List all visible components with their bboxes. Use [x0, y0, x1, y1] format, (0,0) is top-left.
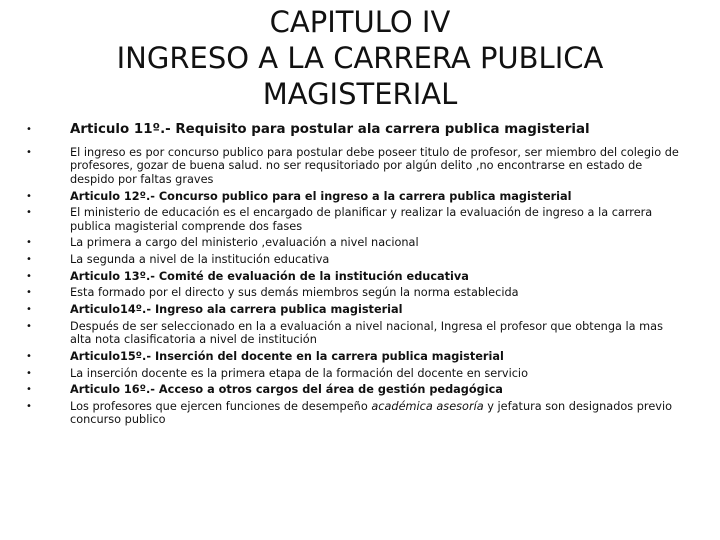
list-item [26, 286, 686, 299]
list-item-text: Articulo 16º.- Acceso a otros cargos del área de gestión pedagógica [70, 383, 503, 397]
list-item-text: La segunda a nivel de la institución educativa [70, 253, 330, 267]
bullet-icon: • [26, 237, 32, 249]
list-item-article-12 [26, 190, 686, 203]
bullet-icon: • [26, 304, 32, 316]
list-item-text: Articulo 11º.- Requisito para postular ala carrera publica magisterial [70, 122, 590, 137]
list-item-text: Articulo15º.- Inserción del docente en la carrera publica magisterial [70, 349, 504, 363]
bullet-icon: • [26, 350, 32, 362]
title-line-2: INGRESO A LA CARRERA PUBLICA [116, 41, 604, 75]
bullet-icon: • [26, 320, 32, 332]
list-item [26, 320, 686, 347]
list-item-article-15 [26, 350, 686, 363]
list-item [26, 253, 686, 266]
list-item-text: Articulo 12º.- Concurso publico para el ingreso a la carrera publica magisterial [70, 189, 572, 203]
list-item-article-14 [26, 303, 686, 316]
bullet-icon: • [26, 254, 32, 266]
bullet-icon: • [26, 190, 32, 202]
title-line-3: MAGISTERIAL [262, 77, 458, 111]
title-line-1: CAPITULO IV [269, 5, 451, 39]
content-list [26, 122, 686, 430]
list-item [26, 146, 686, 186]
bullet-icon: • [26, 147, 32, 158]
slide-title [60, 4, 660, 112]
bullet-icon: • [26, 367, 32, 379]
bullet-icon: • [26, 287, 32, 299]
list-item-text: El ingreso es por concurso publico para postular debe poseer titulo de profesor, ser miembro del colegio de profesores, gozar de buena salud. no ser requsitoriado por algún delito ,no encontrarse en estado de despido por faltas graves [70, 146, 679, 186]
list-item-text: Articulo 13º.- Comité de evaluación de la institución educativa [70, 269, 469, 283]
bullet-icon: • [26, 384, 32, 396]
list-item [26, 206, 686, 233]
list-item [26, 400, 686, 427]
emphasized-text: académica asesoría [371, 400, 484, 414]
bullet-icon: • [26, 270, 32, 282]
bullet-icon: • [26, 401, 32, 413]
list-item [26, 236, 686, 249]
bullet-icon: • [26, 124, 32, 135]
text-segment: y jefatura son designados previo concurso publico [70, 400, 673, 427]
list-item-text: Esta formado por el directo y sus demás miembros según la norma establecida [70, 286, 519, 300]
list-item-text: La inserción docente es la primera etapa de la formación del docente en servicio [70, 366, 528, 380]
list-item-article-16 [26, 383, 686, 396]
list-item-text [70, 400, 672, 426]
list-item [26, 367, 686, 380]
list-item-article-13 [26, 270, 686, 283]
list-item-text: Después de ser seleccionado en la a evaluación a nivel nacional, Ingresa el profesor que obtenga la mas alta nota clasificatoria a nivel de institución [70, 319, 663, 347]
text-segment: Los profesores que ejercen funciones de desempeño [70, 400, 372, 414]
list-item-text: La primera a cargo del ministerio ,evaluación a nivel nacional [70, 236, 419, 250]
list-item-text: Articulo14º.- Ingreso ala carrera publica magisterial [70, 303, 403, 317]
bullet-icon: • [26, 207, 32, 219]
list-item-text: El ministerio de educación es el encargado de planificar y realizar la evaluación de ingreso a la carrera publica magisterial comprende dos fases [70, 206, 653, 233]
list-item-article-11 [26, 122, 686, 138]
